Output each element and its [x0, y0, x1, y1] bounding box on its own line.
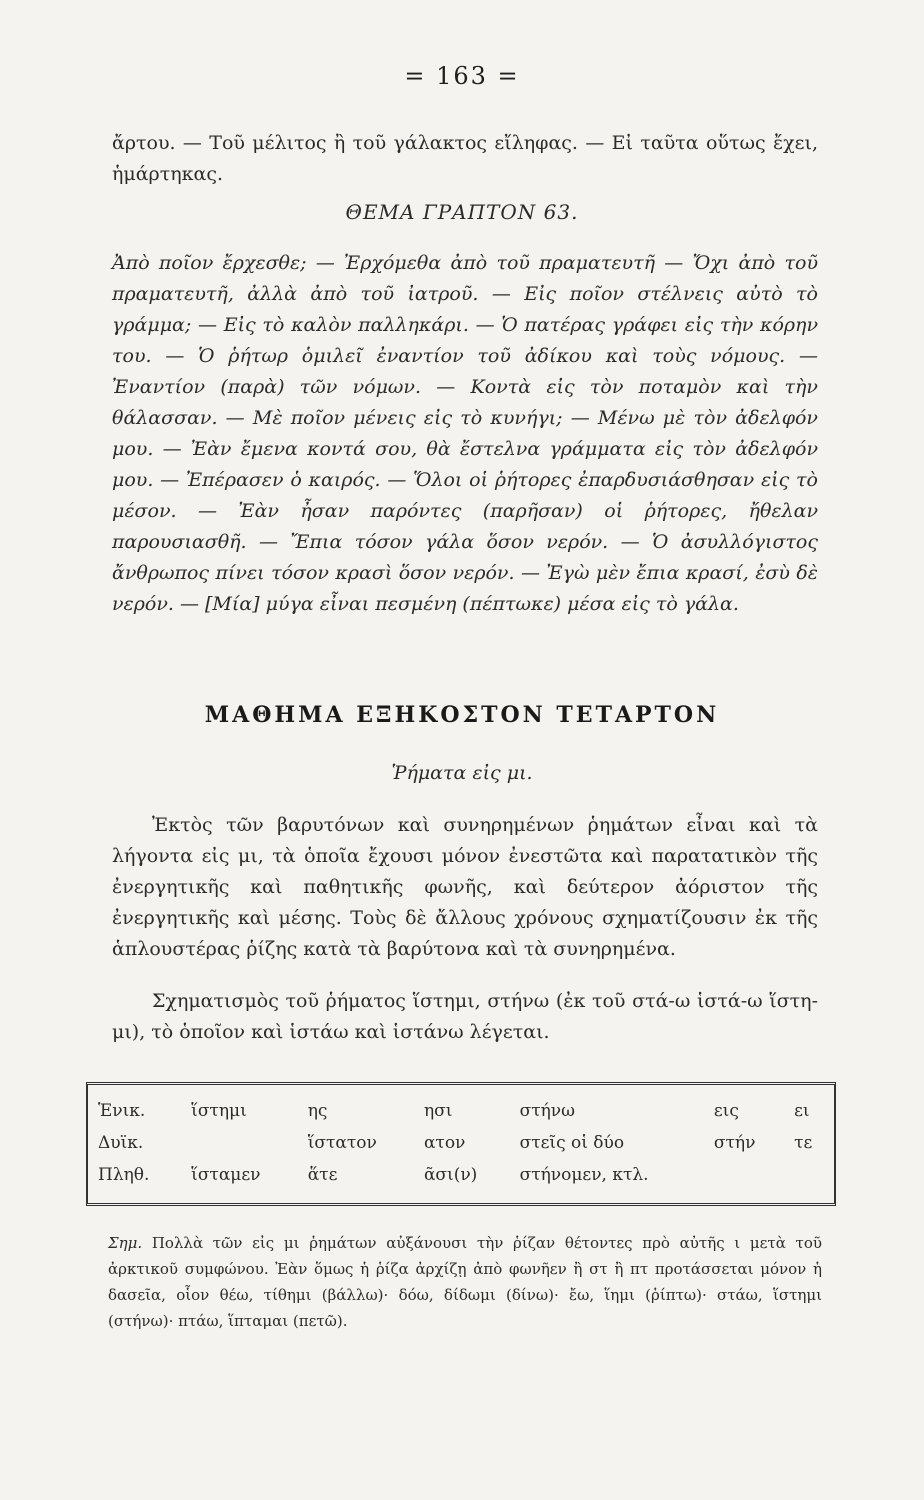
table-cell: εις: [713, 1101, 739, 1121]
theme-title: ΘΕΜΑ ΓΡΑΠΤΟΝ 63.: [345, 200, 579, 224]
opening-paragraph: ἄρτου. — Τοῦ μέλιτος ἢ τοῦ γάλακτος εἴληφας. — Εἰ ταῦτα οὕτως ἔχει, ἡμάρτηκας.: [112, 132, 818, 185]
table-cell: ει: [794, 1101, 810, 1121]
table-cell: ατον: [423, 1133, 466, 1153]
table-cell: ης: [307, 1101, 328, 1121]
table-cell: Δυϊκ.: [98, 1133, 144, 1153]
table-row: [88, 1159, 834, 1191]
table-cell: τε: [794, 1133, 813, 1153]
table-cell: Πληθ.: [98, 1165, 150, 1185]
table-cell: [784, 1159, 834, 1191]
table-cell: Ἑνικ.: [98, 1101, 146, 1121]
table-cell: ἵσταμεν: [191, 1165, 261, 1185]
table-cell: ἵστημι: [191, 1101, 247, 1121]
table-cell: [704, 1159, 784, 1191]
table-cell: στήνομεν, κτλ.: [519, 1165, 649, 1185]
conjugation-table: [88, 1095, 834, 1191]
table-cell: ἵστατον: [307, 1133, 377, 1153]
table-cell: στήνω: [519, 1101, 575, 1121]
footnote-text: Πολλὰ τῶν εἰς μι ῥημάτων αὐξάνουσι τὴν ῥίζαν θέτοντες πρὸ αὐτῆς ι μετὰ τοῦ ἀρκτικοῦ συμφώνου. Ἐὰν ὅμως ἡ ῥίζα ἀρχίζῃ ἀπὸ φωνῆεν ἢ στ ἢ πτ προτάσσεται μόνον ἡ δασεῖα, οἷον θέω, τίθημι (βάλλω)· δόω, δίδωμι (δίνω)· ἔω, ἵημι (ῥίπτω)· στάω, ἵστημι (στήνω)· πτάω, ἵπταμαι (πετῶ).: [108, 1234, 822, 1330]
table-cell: ᾶσι(ν): [423, 1165, 478, 1185]
lesson-subtitle: Ῥήματα εἰς μι.: [391, 762, 533, 784]
conjugation-table-box: [86, 1082, 836, 1206]
table-cell: ησι: [423, 1101, 453, 1121]
lesson-paragraph-2: Σχηματισμὸς τοῦ ῥήματος ἵστημι, στήνω (ἐκ τοῦ στά-ω ἱστά-ω ἵστη-μι), τὸ ὁποῖον καὶ ἱστάω καὶ ἱστάνω λέγεται.: [112, 990, 818, 1043]
page-number: = 163 =: [404, 62, 520, 90]
footnote-label: Σημ.: [108, 1234, 143, 1252]
table-row: [88, 1095, 834, 1127]
lesson-title: ΜΑΘΗΜΑ ΕΞΗΚΟΣΤΟΝ ΤΕΤΑΡΤΟΝ: [204, 702, 720, 728]
table-cell: στεῖς οἱ δύο: [519, 1133, 625, 1153]
table-cell: ἅτε: [307, 1165, 338, 1185]
theme-exercise-text: Ἀπὸ ποῖον ἔρχεσθε; — Ἐρχόμεθα ἀπὸ τοῦ πραματευτῆ — Ὄχι ἀπὸ τοῦ πραματευτῆ, ἀλλὰ ἀπὸ τοῦ ἰατροῦ. — Εἰς ποῖον στέλνεις αὐτὸ τὸ γράμμα; — Εἰς τὸ καλὸν παλληκάρι. — Ὁ πατέρας γράφει εἰς τὴν κόρην του. — Ὁ ῥήτωρ ὁμιλεῖ ἐναντίον τοῦ ἀδίκου καὶ τοὺς νόμους. — Ἐναντίον (παρὰ) τῶν νόμων. — Κοντὰ εἰς τὸν ποταμὸν καὶ τὴν θάλασσαν. — Μὲ ποῖον μένεις εἰς τὸ κυνήγι; — Μένω μὲ τὸν ἀδελφόν μου. — Ἐὰν ἔμενα κοντά σου, θὰ ἔστελνα γράμματα εἰς τὸν ἀδελφόν μου. — Ἐπέρασεν ὁ καιρός. — Ὅλοι οἱ ῥήτορες ἐπαρδυσιάσθησαν εἰς τὸ μέσον. — Ἐὰν ἦσαν παρόντες (παρῆσαν) οἱ ῥήτορες, ἤθελαν παρουσιασθῆ. — Ἔπια τόσον γάλα ὅσον νερόν. — Ὁ ἀσυλλόγιστος ἄνθρωπος πίνει τόσον κρασὶ ὅσον νερόν. — Ἐγὼ μὲν ἔπια κρασί, ἐσὺ δὲ νερόν. — [Μία] μύγα εἶναι πεσμένη (πέπτωκε) μέσα εἰς τὸ γάλα.: [112, 252, 818, 615]
table-cell: [181, 1127, 298, 1159]
table-cell: στήν: [713, 1133, 756, 1153]
footnote: [108, 1230, 822, 1334]
lesson-paragraph-1: Ἐκτὸς τῶν βαρυτόνων καὶ συνηρημένων ῥημάτων εἶναι καὶ τὰ λήγοντα εἰς μι, τὰ ὁποῖα ἔχουσι μόνον ἐνεστῶτα καὶ παρατατικὸν τῆς ἐνεργητικῆς καὶ παθητικῆς φωνῆς, καὶ δεύτερον ἀόριστον τῆς ἐνεργητικῆς καὶ μέσης. Τοὺς δὲ ἄλλους χρόνους σχηματίζουσιν ἐκ τῆς ἁπλουστέρας ῥίζης κατὰ τὰ βαρύτονα καὶ τὰ συνηρημένα.: [112, 814, 818, 960]
table-row: [88, 1127, 834, 1159]
